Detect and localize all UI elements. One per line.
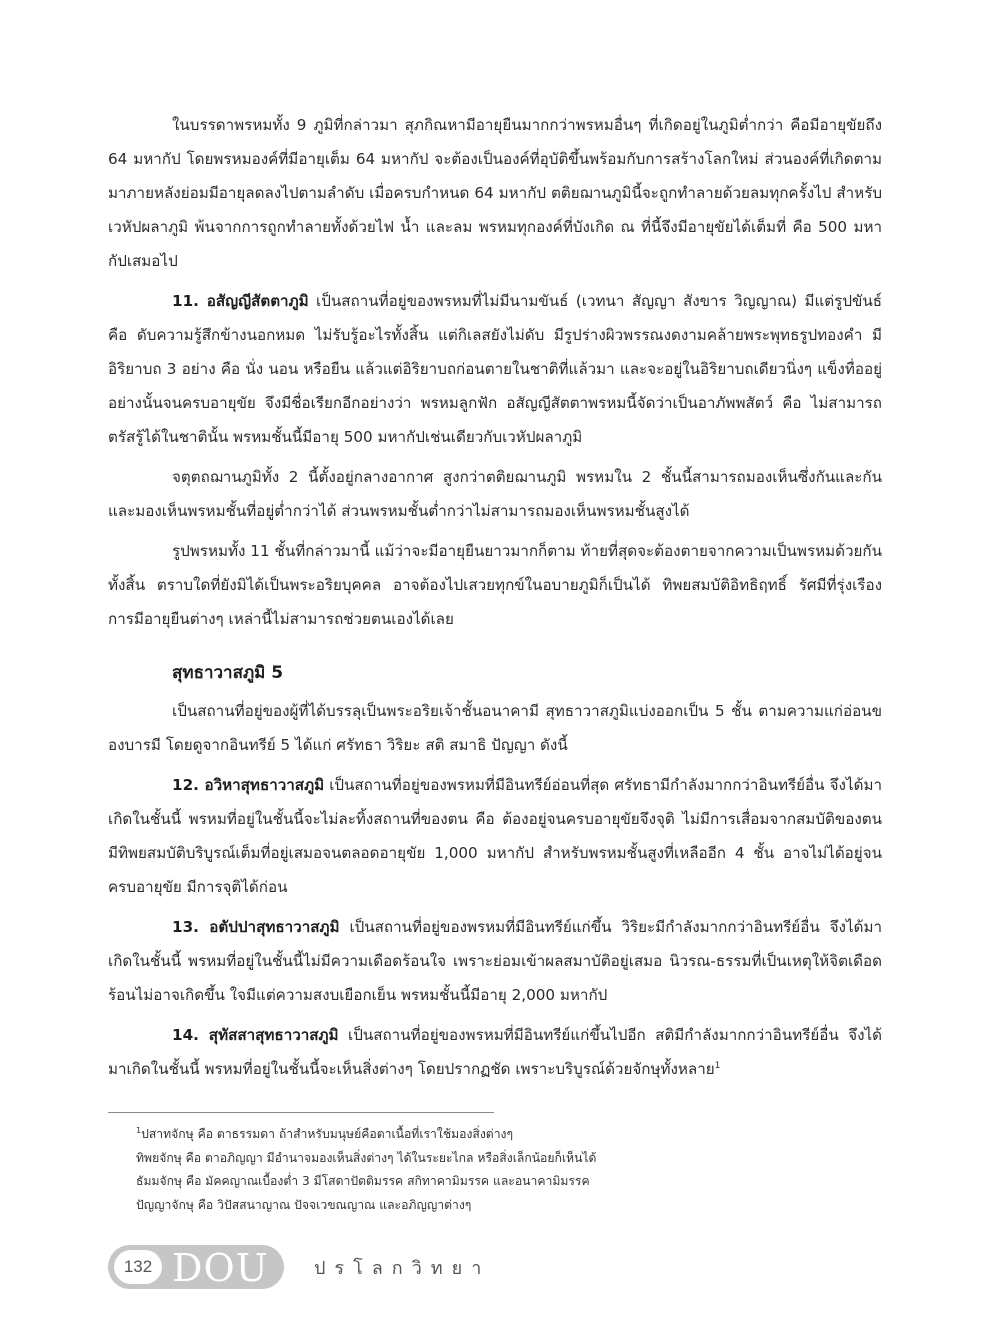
page-badge <box>108 1245 284 1289</box>
section-title-atappa: 13. อตัปปาสุทธาวาสภูมิ <box>172 918 340 936</box>
paragraph-atappa <box>108 910 882 1012</box>
paragraph-asannisatta <box>108 284 882 454</box>
section-heading-suddhavasa: สุทธาวาสภูมิ 5 <box>172 663 284 683</box>
page-footer <box>108 1243 490 1291</box>
footnote-text: ปสาทจักษุ คือ ตาธรรมดา ถ้าสำหรับมนุษย์คือตาเนื้อที่เราใช้มองสิ่งต่างๆ <box>141 1127 514 1141</box>
footnote-line <box>136 1123 876 1147</box>
page-number: 132 <box>114 1250 162 1284</box>
paragraph-rupa-brahma: รูปพรหมทั้ง 11 ชั้นที่กล่าวมานี้ แม้ว่าจะมีอายุยืนยาวมากก็ตาม ท้ายที่สุดจะต้องตายจากความเป็นพรหมด้วยกันทั้งสิ้น ตราบใดที่ยังมิได้เป็นพระอริยบุคคล อาจต้องไปเสวยทุกข์ในอบายภูมิก็เป็นได้ ทิพยสมบัติอิทธิฤทธิ์ รัศมีที่รุ่งเรือง การมีอายุยืนต่างๆ เหล่านี้ไม่สามารถช่วยตนเองได้เลย <box>108 542 882 628</box>
paragraph-suddhavasa-intro: เป็นสถานที่อยู่ของผู้ที่ได้บรรลุเป็นพระอริยเจ้าชั้นอนาคามี สุทธาวาสภูมิแบ่งออกเป็น 5 ชั้น ตามความแก่อ่อนของบารมี โดยดูจากอินทรีย์ 5 ได้แก่ ศรัทธา วิริยะ สติ สมาธิ ปัญญา ดังนี้ <box>108 702 882 754</box>
paragraph-text: เป็นสถานที่อยู่ของพรหมที่ไม่มีนามขันธ์ (เวทนา สัญญา สังขาร วิญญาณ) มีแต่รูปขันธ์ คือ ดับความรู้สึกข้างนอกหมด ไม่รับรู้อะไรทั้งสิ้น แต่กิเลสยังไม่ดับ มีรูปร่างผิวพรรณงดงามคล้ายพระพุทธรูปทองคำ มีอิริยาบถ 3 อย่าง คือ นั่ง นอน หรือยืน แล้วแต่อิริยาบถก่อนตายในชาติที่แล้วมา และจะอยู่ในอิริยาบถเดียวนิ่งๆ แข็งทื่ออยู่อย่างนั้นจนครบอายุขัย จึงมีชื่อเรียกอีกอย่างว่า พรหมลูกฟัก อสัญญีสัตตาพรหมนี้จัดว่าเป็นอาภัพพสัตว์ คือ ไม่สามารถตรัสรู้ได้ในชาตินั้น พรหมชั้นนี้มีอายุ 500 มหากัปเช่นเดียวกับเวหัปผลาภูมิ <box>108 292 882 446</box>
footnote-divider <box>108 1112 494 1113</box>
paragraph-sudassa <box>108 1018 882 1086</box>
section-title-asannisatta: 11. อสัญญีสัตตาภูมิ <box>172 292 309 310</box>
section-title-aviha: 12. อวิหาสุทธาวาสภูมิ <box>172 776 325 794</box>
dou-logo: DOU <box>172 1246 269 1290</box>
course-title: ปรโลกวิทยา <box>314 1257 491 1279</box>
footnote-marker: 1 <box>136 1125 142 1135</box>
paragraph-aviha <box>108 768 882 904</box>
paragraph-text: เป็นสถานที่อยู่ของพรหมที่มีอินทรีย์แก่ขึ้น วิริยะมีกำลังมากกว่าอินทรีย์อื่น จึงได้มาเกิดในชั้นนี้ พรหมที่อยู่ในชั้นนี้ไม่มีความเดือดร้อนใจ เพราะย่อมเข้าผลสมาบัติอยู่เสมอ นิวรณ-ธรรมที่เป็นเหตุให้จิตเดือดร้อนไม่อาจเกิดขึ้น ใจมีแต่ความสงบเยือกเย็น พรหมชั้นนี้มีอายุ 2,000 มหากัป <box>108 918 882 1004</box>
paragraph-subhakinha: ในบรรดาพรหมทั้ง 9 ภูมิที่กล่าวมา สุภกิณหามีอายุยืนมากกว่าพรหมอื่นๆ ที่เกิดอยู่ในภูมิต่ำกว่า คือมีอายุขัยถึง 64 มหากัป โดยพรหมองค์ที่มีอายุเต็ม 64 มหากัป จะต้องเป็นองค์ที่อุบัติขึ้นพร้อมกับการสร้างโลกใหม่ ส่วนองค์ที่เกิดตามมาภายหลังย่อมมีอายุลดลงไปตามลำดับ เมื่อครบกำหนด 64 มหากัป ตติยฌานภูมินี้จะถูกทำลายด้วยลมทุกครั้งไป สำหรับเวหัปผลาภูมิ พ้นจากการถูกทำลายทั้งด้วยไฟ น้ำ และลม พรหมทุกองค์ที่บังเกิด ณ ที่นี้จึงมีอายุขัยได้เต็มที่ คือ 500 มหากัปเสมอไป <box>108 116 882 270</box>
paragraph-text: เป็นสถานที่อยู่ของพรหมที่มีอินทรีย์อ่อนที่สุด ศรัทธามีกำลังมากกว่าอินทรีย์อื่น จึงได้มาเกิดในชั้นนี้ พรหมที่อยู่ในชั้นนี้จะไม่ละทิ้งสถานที่ของตน คือ ต้องอยู่จนครบอายุขัยจึงจุติ ไม่มีการเสื่อมจากสมบัติของตน มีทิพยสมบัติบริบูรณ์เต็มที่อยู่เสมอจนตลอดอายุขัย 1,000 มหากัป สำหรับพรหมชั้นสูงที่เหลืออีก 4 ชั้น อาจไม่ได้อยู่จนครบอายุขัย มีการจุติได้ก่อน <box>108 776 882 896</box>
footnotes <box>136 1123 876 1217</box>
section-title-sudassa: 14. สุทัสสาสุทธาวาสภูมิ <box>172 1026 339 1044</box>
footnote-line: ทิพยจักษุ คือ ตาอภิญญา มีอำนาจมองเห็นสิ่งต่างๆ ได้ในระยะไกล หรือสิ่งเล็กน้อยก็เห็นได้ <box>136 1150 597 1165</box>
page-body <box>108 108 882 1092</box>
footnote-line: ธัมมจักษุ คือ มัคคญาณเบื้องต่ำ 3 มีโสดาปัตติมรรค สกิทาคามิมรรค และอนาคามิมรรค <box>136 1174 590 1188</box>
footnote-reference[interactable]: 1 <box>714 1060 721 1071</box>
paragraph-text: เป็นสถานที่อยู่ของพรหมที่มีอินทรีย์แก่ขึ้นไปอีก สติมีกำลังมากกว่าอินทรีย์อื่น จึงได้มาเกิดในชั้นนี้ พรหมที่อยู่ในชั้นนี้จะเห็นสิ่งต่างๆ โดยปรากฏชัด เพราะบริบูรณ์ด้วยจักษุทั้งหลาย <box>108 1026 883 1078</box>
paragraph-jhana-four: จตุตถฌานภูมิทั้ง 2 นี้ตั้งอยู่กลางอากาศ สูงกว่าตติยฌานภูมิ พรหมใน 2 ชั้นนี้สามารถมองเห็นซึ่งกันและกัน และมองเห็นพรหมชั้นที่อยู่ต่ำกว่าได้ ส่วนพรหมชั้นต่ำกว่าไม่สามารถมองเห็นพรหมชั้นสูงได้ <box>108 468 882 520</box>
footnote-line: ปัญญาจักษุ คือ วิปัสสนาญาณ ปัจจเวขณญาณ และอภิญญาต่างๆ <box>136 1197 472 1212</box>
